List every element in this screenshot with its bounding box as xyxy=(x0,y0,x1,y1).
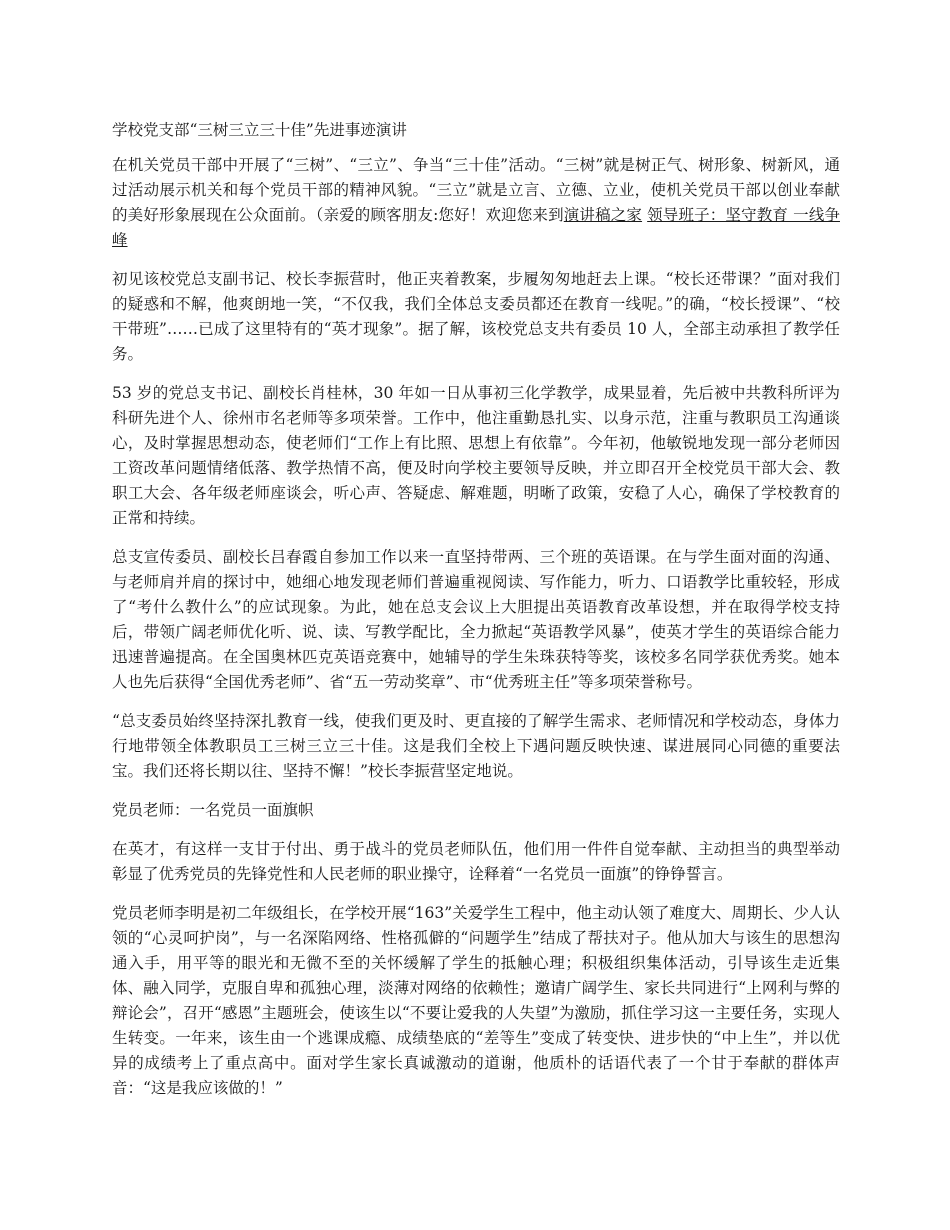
paragraph-intro xyxy=(112,153,840,253)
site-link[interactable]: 演讲稿之家 xyxy=(563,206,643,224)
paragraph-4: 总支宣传委员、副校长吕春霞自参加工作以来一直坚持带两、三个班的英语课。在与学生面对面的沟通、与老师肩并肩的探讨中，她细心地发现老师们普遍重视阅读、写作能力，听力、口语教学比重较轻，形成了“考什么教什么”的应试现象。为此，她在总支会议上大胆提出英语教育改革设想，并在取得学校支持后，带领广阔老师优化听、说、读、写教学配比，全力掀起“英语教学风暴”，使英才学生的英语综合能力迅速普遍提高。在全国奥林匹克英语竞赛中，她辅导的学生朱珠获特等奖，该校多名同学获优秀奖。她本人也先后获得“全国优秀老师”、省“五一劳动奖章”、市“优秀班主任”等多项荣誉称号。 xyxy=(112,548,840,691)
paragraph-5: “总支委员始终坚持深扎教育一线，使我们更及时、更直接的了解学生需求、老师情况和学校动态，身体力行地带领全体教职员工三树三立三十佳。这是我们全校上下遇问题反映快速、谋进展同心同德的重要法宝。我们还将长期以往、坚持不懈！”校长李振营坚定地说。 xyxy=(112,712,840,780)
paragraph-3: 53 岁的党总支书记、副校长肖桂林，30 年如一日从事初三化学教学，成果显着，先后被中共教科所评为科研先进个人、徐州市名老师等多项荣誉。工作中，他注重勤恳扎实、以身示范，注重与教职员工沟通谈心，及时掌握思想动态，使老师们“工作上有比照、思想上有依靠”。今年初，他敏锐地发现一部分老师因工资改革问题情绪低落、教学热情不高，便及时向学校主要领导反映，并立即召开全校党员干部大会、教职工大会、各年级老师座谈会，听心声、答疑虑、解难题，明晰了政策，安稳了人心，确保了学校教育的正常和持续。 xyxy=(112,384,840,527)
document-body xyxy=(112,118,840,1115)
paragraph-7: 党员老师李明是初二年级组长，在学校开展“163”关爱学生工程中，他主动认领了难度大、周期长、少人认领的“心灵呵护岗”，与一名深陷网络、性格孤僻的“问题学生”结成了帮扶对子。他从加大与该生的思想沟通入手，用平等的眼光和无微不至的关怀缓解了学生的抵触心理；积极组织集体活动，引导该生走近集体、融入同学，克服自卑和孤独心理，淡薄对网络的依赖性；邀请广阔学生、家长共同进行“上网利与弊的辩论会”，召开“感恩”主题班会，使该生以“不要让爱我的人失望”为激励，抓住学习这一主要任务，实现人生转变。一年来，该生由一个逃课成瘾、成绩垫底的“差等生”变成了转变快、进步快的“中上生”，并以优异的成绩考上了重点高中。面对学生家长真诚激动的道谢，他质朴的话语代表了一个甘于奉献的群体声音：“这是我应该做的！” xyxy=(112,904,840,1097)
paragraph-2: 初见该校党总支副书记、校长李振营时，他正夹着教案，步履匆匆地赶去上课。“校长还带课？”面对我们的疑惑和不解，他爽朗地一笑，“不仅我，我们全体总支委员都还在教育一线呢。”的确，“校长授课”、“校干带班”……已成了这里特有的“英才现象”。据了解，该校党总支共有委员 10 人，全部主动承担了教学任务。 xyxy=(112,270,840,363)
section-heading: 党员老师：一名党员一面旗帜 xyxy=(112,801,314,819)
document-title: 学校党支部“三树三立三十佳”先进事迹演讲 xyxy=(112,121,407,139)
paragraph-intro-text: 在机关党员干部中开展了“三树”、“三立”、争当“三十佳”活动。“三树”就是树正气、树形象、树新风，通过活动展示机关和每个党员干部的精神风貌。“三立”就是立言、立德、立业，使机关党员干部以创业奉献的美好形象展现在公众面前。（亲爱的顾客朋友:您好！欢迎您来到 xyxy=(112,156,840,224)
paragraph-6: 在英才，有这样一支甘于付出、勇于战斗的党员老师队伍，他们用一件件自觉奉献、主动担当的典型举动彰显了优秀党员的先锋党性和人民老师的职业操守，诠释着“一名党员一面旗”的铮铮誓言。 xyxy=(112,840,840,883)
article-link[interactable]: 领导班子：坚守教育 一线争峰 xyxy=(112,206,840,249)
